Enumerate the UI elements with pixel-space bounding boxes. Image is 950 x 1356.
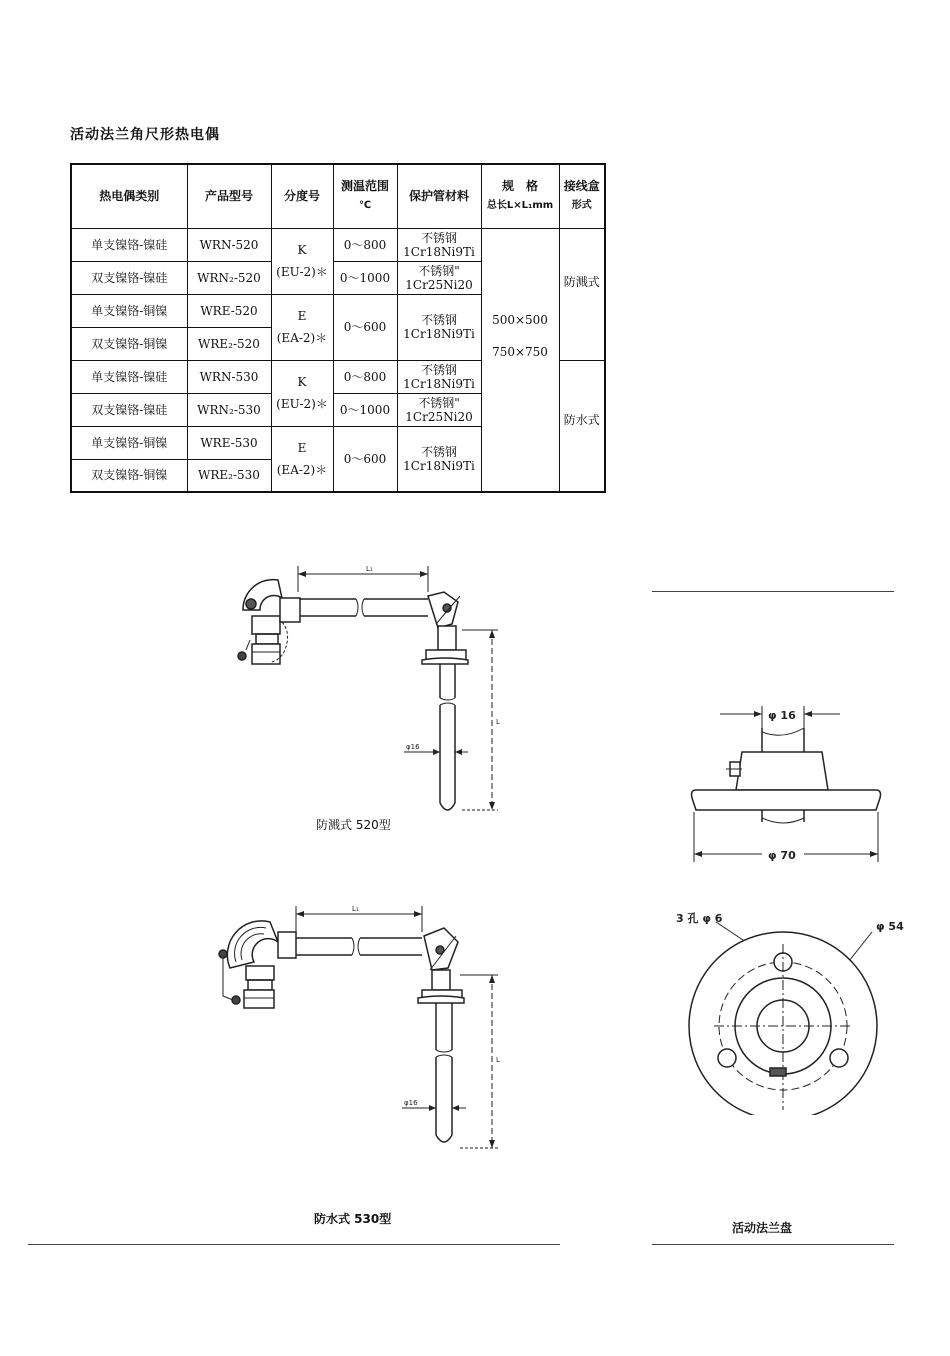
material-name: 不锈钢 <box>420 362 457 377</box>
material-name: 不锈钢" <box>418 263 460 278</box>
cell-range: 0～600 <box>333 294 397 360</box>
grade-alt: (EU-2)＊ <box>276 397 328 411</box>
material-grade: 1Cr18Ni9Ti <box>403 458 475 473</box>
header-box <box>559 164 605 228</box>
drawing-530-waterproof <box>200 895 530 1160</box>
material-grade: 1Cr18Ni9Ti <box>403 327 475 341</box>
header-range <box>333 164 397 228</box>
thermocouple-spec-table <box>70 163 606 493</box>
grade-alt: (EA-2)＊ <box>276 331 328 345</box>
caption-530: 防水式 530型 <box>314 1212 392 1226</box>
spec-value-a: 500×500 <box>492 312 548 327</box>
cell-model: WRE₂-530 <box>187 459 271 492</box>
label-l1: L₁ <box>366 565 373 573</box>
label-l: L <box>496 718 500 726</box>
cell-grade <box>271 426 333 492</box>
header-range-label: 测温范围 <box>340 179 389 194</box>
cell-material <box>397 294 481 360</box>
cell-box-type <box>559 228 605 360</box>
material-grade: 1Cr25Ni20 <box>405 409 473 424</box>
flange-phi54-label: φ 54 <box>876 920 904 933</box>
caption-520: 防溅式 520型 <box>316 818 391 832</box>
page-title: 活动法兰角尺形热电偶 <box>70 127 220 143</box>
flange-holes-label: 3 孔 φ 6 <box>676 912 723 925</box>
header-model: 产品型号 <box>187 164 271 228</box>
grade-code: K <box>297 375 307 389</box>
cell-model: WRE₂-520 <box>187 327 271 360</box>
cell-type: 双支镍铬-镍硅 <box>71 393 187 426</box>
header-box-label: 接线盒 <box>563 179 600 194</box>
label-l: L <box>496 1056 500 1064</box>
cell-model: WRN₂-520 <box>187 261 271 294</box>
cell-model: WRN₂-530 <box>187 393 271 426</box>
drawing-flange-side <box>680 700 890 870</box>
cell-range: 0～1000 <box>333 261 397 294</box>
material-name: 不锈钢 <box>420 313 457 327</box>
cell-grade <box>271 360 333 426</box>
cell-type: 单支镍铬-铜镍 <box>71 294 187 327</box>
flange-phi16-label: φ 16 <box>768 709 796 722</box>
header-range-unit: ℃ <box>358 200 372 212</box>
drawing-520-splash <box>200 555 530 820</box>
grade-code: E <box>297 309 307 323</box>
cell-spec <box>481 228 559 492</box>
cell-type: 双支镍铬-铜镍 <box>71 459 187 492</box>
material-name: 不锈钢 <box>420 444 457 459</box>
cell-box-type <box>559 360 605 492</box>
cell-material <box>397 261 481 294</box>
cell-model: WRE-530 <box>187 426 271 459</box>
cell-material <box>397 426 481 492</box>
header-grade: 分度号 <box>271 164 333 228</box>
grade-code: K <box>297 243 307 257</box>
label-phi16: φ16 <box>406 743 420 751</box>
divider-right-top <box>652 591 894 592</box>
header-type: 热电偶类别 <box>71 164 187 228</box>
drawing-flange-top <box>670 905 910 1115</box>
grade-alt: (EU-2)＊ <box>276 265 328 279</box>
material-name: 不锈钢 <box>420 230 457 245</box>
material-grade: 1Cr18Ni9Ti <box>403 376 475 391</box>
cell-range: 0～800 <box>333 360 397 393</box>
cell-grade <box>271 228 333 294</box>
cell-material <box>397 228 481 261</box>
header-spec-sub: 总长L×L₁mm <box>486 200 554 212</box>
cell-model: WRE-520 <box>187 294 271 327</box>
cell-type: 单支镍铬-铜镍 <box>71 426 187 459</box>
divider-left-bottom <box>28 1244 560 1245</box>
header-box-sub: 形式 <box>571 200 592 212</box>
header-spec-label: 规 格 <box>501 179 538 194</box>
cell-type: 双支镍铬-镍硅 <box>71 261 187 294</box>
flange-phi70-label: φ 70 <box>768 849 796 862</box>
table-row <box>71 228 605 261</box>
material-grade: 1Cr18Ni9Ti <box>403 244 475 259</box>
label-l1: L₁ <box>352 905 359 913</box>
grade-alt: (EA-2)＊ <box>276 462 328 477</box>
cell-model: WRN-530 <box>187 360 271 393</box>
cell-grade <box>271 294 333 360</box>
cell-material <box>397 393 481 426</box>
spec-value-b: 750×750 <box>492 344 548 359</box>
header-spec <box>481 164 559 228</box>
material-grade: 1Cr25Ni20 <box>405 277 473 292</box>
cell-type: 双支镍铬-铜镍 <box>71 327 187 360</box>
cell-material <box>397 360 481 393</box>
box-type-splash: 防溅式 <box>563 274 600 289</box>
header-material: 保护管材料 <box>397 164 481 228</box>
divider-right-bottom <box>652 1244 894 1245</box>
table-header-row <box>71 164 605 228</box>
cell-range: 0～600 <box>333 426 397 492</box>
cell-type: 单支镍铬-镍硅 <box>71 360 187 393</box>
cell-range: 0～1000 <box>333 393 397 426</box>
cell-type: 单支镍铬-镍硅 <box>71 228 187 261</box>
cell-range: 0～800 <box>333 228 397 261</box>
box-type-water: 防水式 <box>563 412 600 427</box>
grade-code: E <box>297 440 307 455</box>
material-name: 不锈钢" <box>418 395 460 410</box>
caption-flange: 活动法兰盘 <box>732 1221 793 1235</box>
label-phi16: φ16 <box>404 1099 418 1107</box>
cell-model: WRN-520 <box>187 228 271 261</box>
